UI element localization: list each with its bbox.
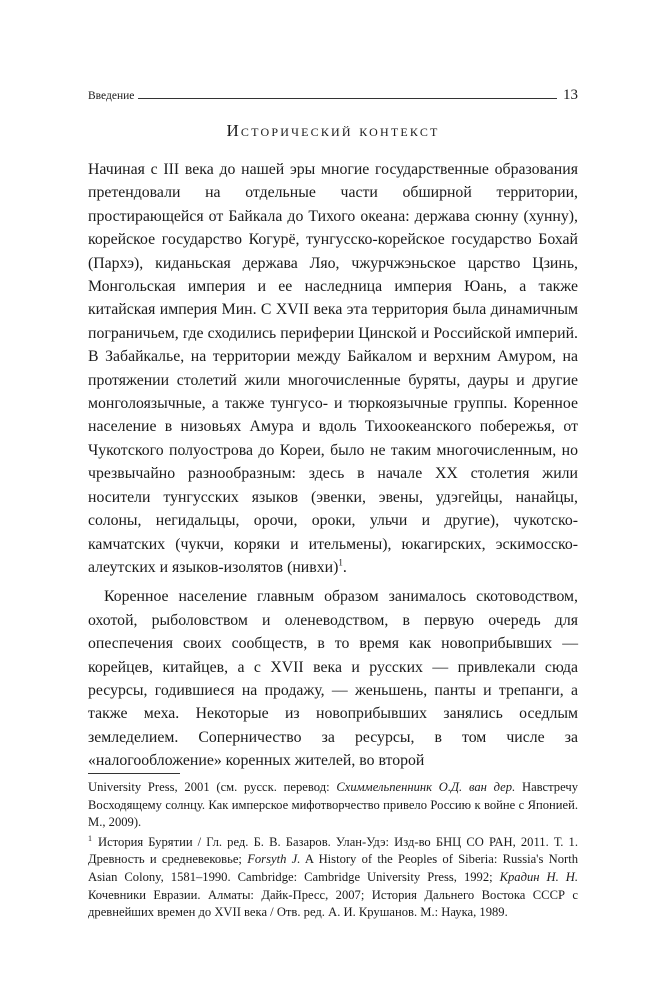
running-header	[88, 82, 578, 102]
footnote-cont-text-a: University Press, 2001 (см. русск. перевод:	[88, 780, 337, 794]
footnote-1-text-b: A History of the Peoples of Siberia: Russia's North Asian Colony, 1581–1990. Cambridge: Cambridge University Press, 1992;	[88, 852, 578, 884]
section-title: Исторический контекст	[226, 121, 440, 140]
footnote-rule	[88, 773, 180, 774]
paragraph-1-text: Начиная с III века до нашей эры многие государственные образования претендовали на отдельные части обширной территории, простирающейся от Байкала до Тихого океана: держава сюнну (хунну), корейское государство Когурё, тунгусско-корейское государство Бохай (Пархэ), киданьская держава Ляо, чжурчжэньское царство Цзинь, Монгольская империя и ее наследница империя Юань, а также китайская империя Мин. С XVII века эта территория была динамичным пограничьем, где сходились периферии Цинской и Российской империй. В Забайкалье, на территории между Байкалом и верхним Амуром, на протяжении столетий жили многочисленные буряты, дауры и другие монголоязычные, а также тунгусо- и тюркоязычные группы. Коренное население в низовьях Амура и вдоль Тихоокеанского побережья, от Чукотского полуострова до Кореи, было не таким многочисленным, но чрезвычайно разнообразным: здесь в начале XX столетия жили носители тунгусских языков (эвенки, эвены, удэгейцы, нанайцы, солоны, негидальцы, орочи, ороки, ульчи и другие), чукотско-камчатских (чукчи, коряки и ительмены), юкагирских, эскимосско-алеутских и языков-изолятов (нивхи)	[88, 161, 578, 576]
paragraph-1	[88, 158, 578, 579]
footnote-1-author-1: Forsyth J.	[247, 852, 301, 867]
footnote-1-mark: 1	[88, 833, 92, 843]
paragraph-1-end: .	[342, 558, 347, 576]
paragraph-2: Коренное население главным образом занималось скотоводством, охотой, рыболовством и оленеводством, в первую очередь для опеспечения своих сообществ, в то время как новоприбывших — корейцев, китайцев, а с XVII века и русских — привлекали сюда ресурсы, годившиеся на продажу, — женьшень, панты и трепанги, а также меха. Некоторые из новоприбывших занялись оседлым земледелием. Соперничество за ресурсы, в том числе за «налогообложение» коренных жителей, во второй	[88, 588, 578, 770]
footnote-1-text-a: История Бурятии / Гл. ред. Б. В. Базаров. Улан-Удэ: Изд-во БНЦ СО РАН, 2011. Т. 1. Древность и средневековье;	[88, 834, 578, 867]
footnote-ref-1: 1	[338, 557, 343, 568]
footnote-1-author-2: Крадин Н. Н.	[499, 869, 578, 884]
footnotes	[88, 779, 578, 922]
footnote-cont-author: Схиммельпеннинк О.Д. ван дер.	[336, 780, 516, 794]
footnote-1-text-c: Кочевники Евразии. Алматы: Дайк-Пресс, 2007; История Дальнего Востока СССР с древнейших времен до XVII века / Отв. ред. А. И. Крушанов. М.: Наука, 1989.	[88, 887, 578, 920]
footnote-cont-text-b: Навстречу Восходящему солнцу. Как имперское мифотворчество привело Россию к войне с Японией. М., 2009).	[88, 780, 578, 830]
main-text	[88, 158, 578, 773]
header-section-label: Введение	[88, 90, 135, 102]
footnote-1	[88, 834, 578, 922]
header-rule	[138, 98, 557, 99]
page-number: 13	[563, 87, 578, 103]
footnote-continuation	[88, 779, 578, 832]
